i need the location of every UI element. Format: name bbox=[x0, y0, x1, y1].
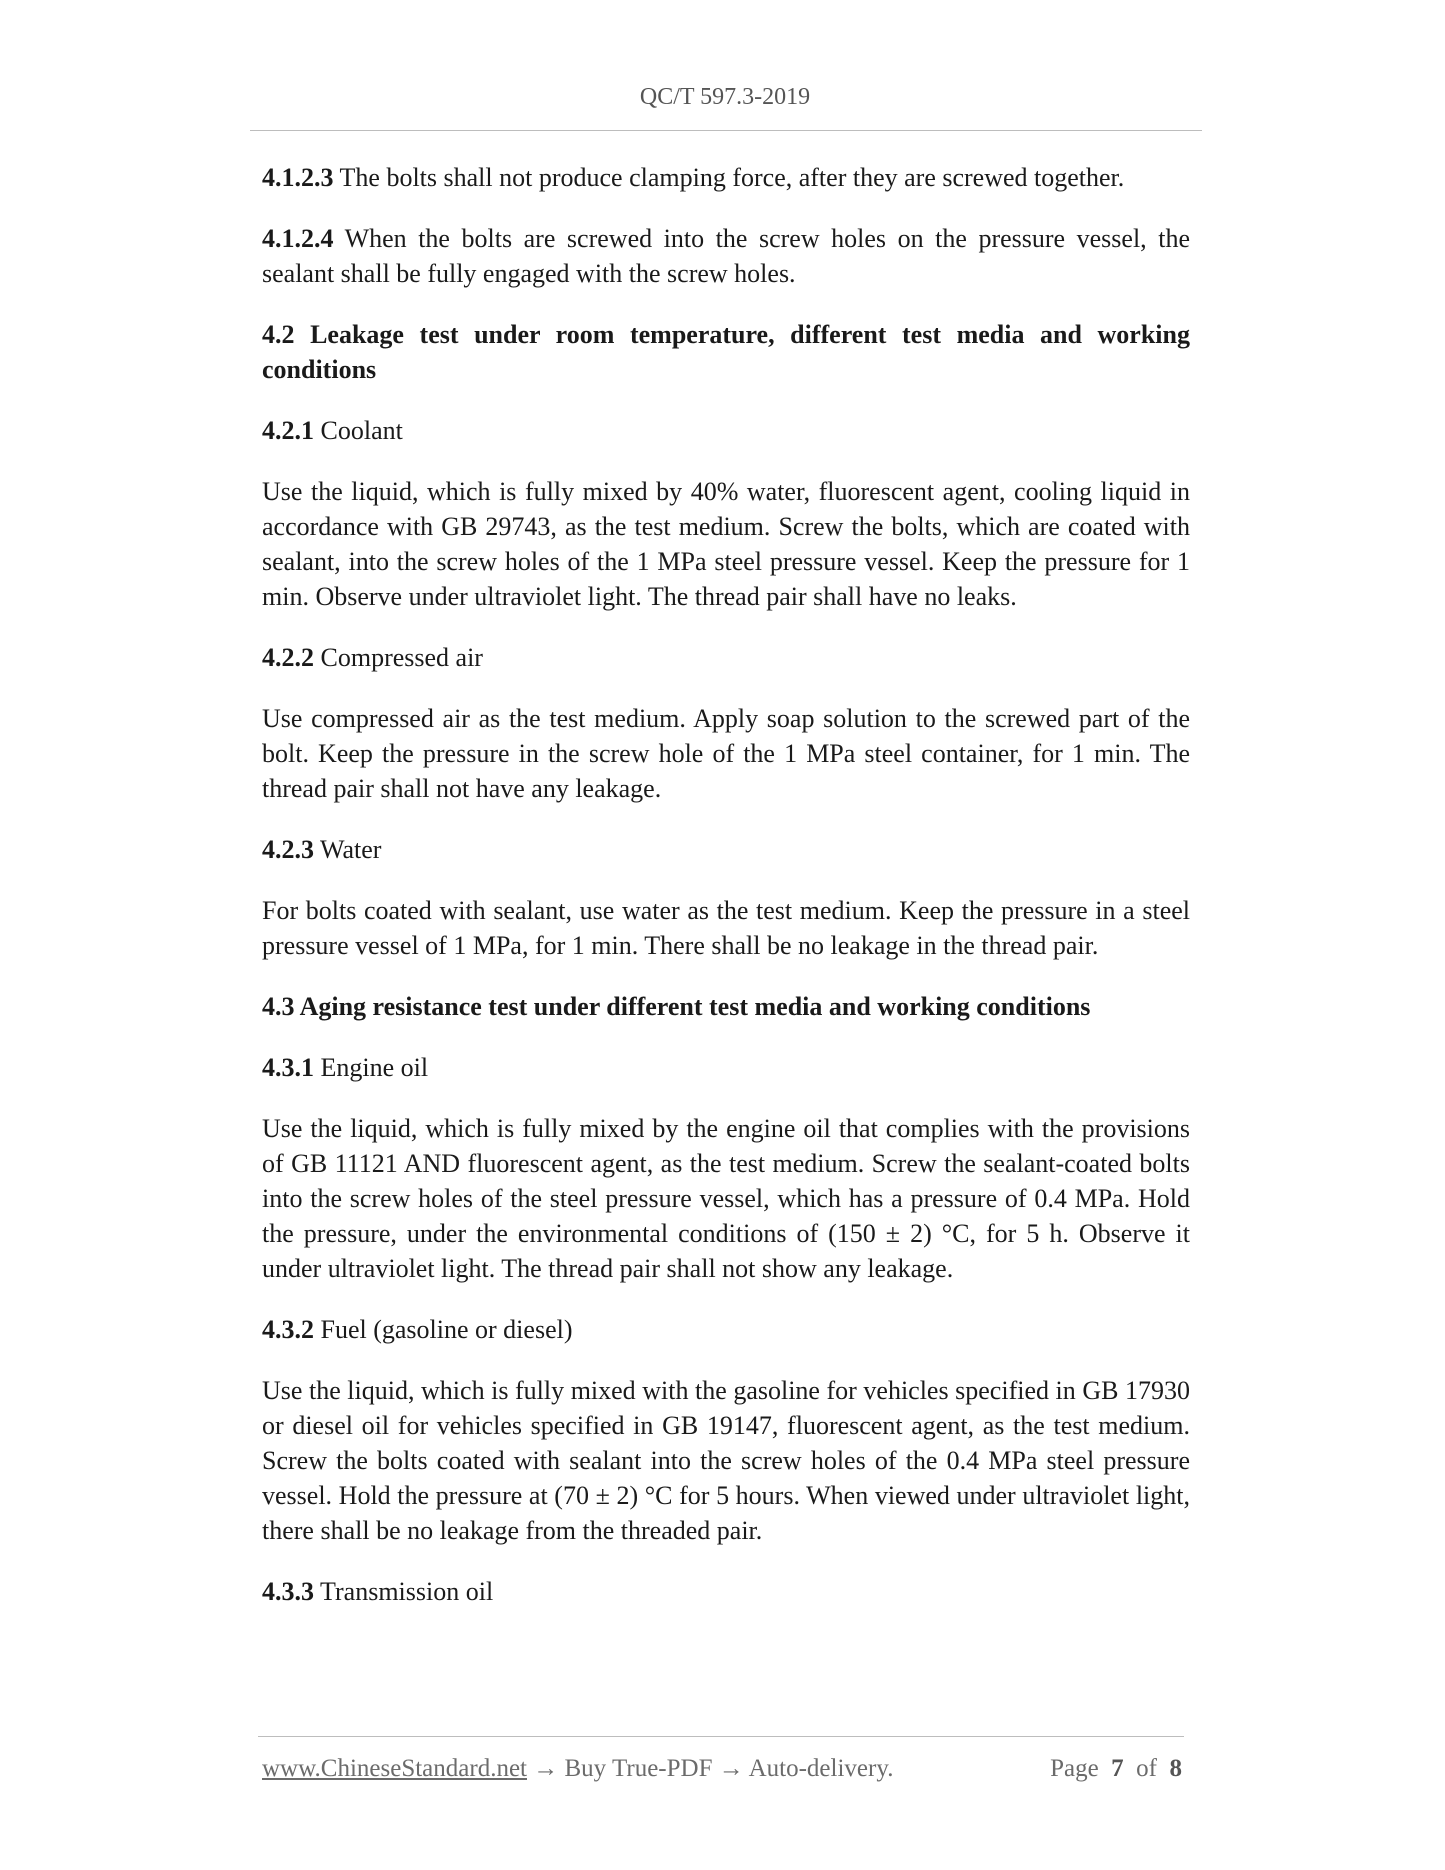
clause-number: 4.3.1 bbox=[262, 1053, 314, 1082]
paragraph-4-1-2-3 bbox=[262, 160, 1190, 195]
page-of-label: of bbox=[1136, 1755, 1157, 1782]
paragraph-4-1-2-4 bbox=[262, 221, 1190, 291]
clause-number: 4.2.1 bbox=[262, 416, 314, 445]
paragraph-text: Use the liquid, which is fully mixed by the engine oil that complies with the provisions of GB 11121 AND fluorescent agent, as the test medium. Screw the sealant-coated bolts into the screw holes of the steel pressure vessel, which has a pressure of 0.4 MPa. Hold the pressure, under the environmental conditions of (150 ± 2) °C, for 5 h. Observe it under ultraviolet light. The thread pair shall not show any leakage. bbox=[262, 1114, 1190, 1283]
header-divider bbox=[250, 130, 1202, 131]
page-total: 8 bbox=[1169, 1755, 1182, 1782]
paragraph-water bbox=[262, 893, 1190, 963]
subsection-4-2-3 bbox=[262, 832, 1190, 867]
page-indicator bbox=[1050, 1755, 1182, 1783]
clause-number: 4.1.2.4 bbox=[262, 224, 334, 253]
clause-number: 4.3.3 bbox=[262, 1577, 314, 1606]
subsection-4-3-3 bbox=[262, 1574, 1190, 1609]
website-link[interactable]: www.ChineseStandard.net bbox=[262, 1755, 527, 1782]
subsection-4-3-1 bbox=[262, 1050, 1190, 1085]
clause-number: 4.2.3 bbox=[262, 835, 314, 864]
paragraph-text: When the bolts are screwed into the screw holes on the pressure vessel, the sealant shall be fully engaged with the screw holes. bbox=[262, 224, 1190, 288]
subsection-title: Coolant bbox=[314, 416, 403, 445]
paragraph-fuel bbox=[262, 1373, 1190, 1548]
document-body bbox=[262, 160, 1190, 1635]
paragraph-text: Use compressed air as the test medium. Apply soap solution to the screwed part of the bolt. Keep the pressure in the screw hole of the 1 MPa steel container, for 1 min. The thread pair shall not have any leakage. bbox=[262, 704, 1190, 803]
clause-number: 4.1.2.3 bbox=[262, 163, 334, 192]
paragraph-engine-oil bbox=[262, 1111, 1190, 1286]
subsection-title: Transmission oil bbox=[314, 1577, 494, 1606]
document-header: QC/T 597.3-2019 bbox=[639, 84, 811, 110]
section-heading-4-3 bbox=[262, 989, 1190, 1024]
clause-number: 4.3.2 bbox=[262, 1315, 314, 1344]
section-heading-text: 4.3 Aging resistance test under different test media and working conditions bbox=[262, 992, 1091, 1021]
footer-promo-text: → Buy True-PDF → Auto-delivery. bbox=[527, 1755, 894, 1782]
page-current: 7 bbox=[1111, 1755, 1124, 1782]
page-label: Page bbox=[1050, 1755, 1099, 1782]
footer-divider bbox=[258, 1736, 1184, 1737]
subsection-title: Fuel (gasoline or diesel) bbox=[314, 1315, 573, 1344]
subsection-title: Compressed air bbox=[314, 643, 483, 672]
paragraph-text: Use the liquid, which is fully mixed by 40% water, fluorescent agent, cooling liquid in accordance with GB 29743, as the test medium. Screw the bolts, which are coated with sealant, into the screw holes of the 1 MPa steel pressure vessel. Keep the pressure for 1 min. Observe under ultraviolet light. The thread pair shall have no leaks. bbox=[262, 477, 1190, 611]
clause-number: 4.2.2 bbox=[262, 643, 314, 672]
section-heading-4-2 bbox=[262, 317, 1190, 387]
paragraph-text: The bolts shall not produce clamping force, after they are screwed together. bbox=[333, 163, 1125, 192]
subsection-4-2-2 bbox=[262, 640, 1190, 675]
subsection-title: Water bbox=[314, 835, 382, 864]
subsection-4-2-1 bbox=[262, 413, 1190, 448]
section-heading-text: 4.2 Leakage test under room temperature, different test media and working conditions bbox=[262, 320, 1190, 384]
paragraph-coolant bbox=[262, 474, 1190, 614]
paragraph-text: Use the liquid, which is fully mixed with the gasoline for vehicles specified in GB 17930 or diesel oil for vehicles specified in GB 19147, fluorescent agent, as the test medium. Screw the bolts coated with sealant into the screw holes of the 0.4 MPa steel pressure vessel. Hold the pressure at (70 ± 2) °C for 5 hours. When viewed under ultraviolet light, there shall be no leakage from the threaded pair. bbox=[262, 1376, 1190, 1545]
page-footer bbox=[262, 1755, 1182, 1783]
paragraph-compressed-air bbox=[262, 701, 1190, 806]
subsection-4-3-2 bbox=[262, 1312, 1190, 1347]
paragraph-text: For bolts coated with sealant, use water as the test medium. Keep the pressure in a steel pressure vessel of 1 MPa, for 1 min. There shall be no leakage in the thread pair. bbox=[262, 896, 1190, 960]
subsection-title: Engine oil bbox=[314, 1053, 429, 1082]
